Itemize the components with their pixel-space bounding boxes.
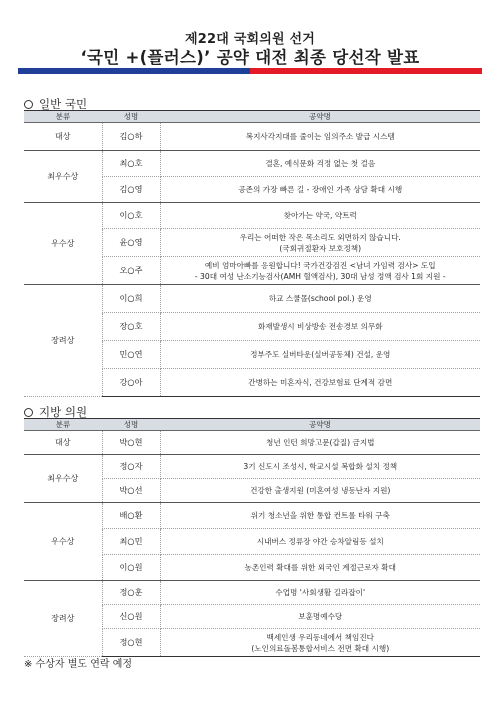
winner-name: 이○희 — [102, 285, 160, 313]
policy-title: 우리는 어떠한 작은 목소리도 외면하지 않습니다. — [239, 232, 401, 242]
winner-name: 최○민 — [102, 529, 160, 555]
winner-name: 정○훈 — [102, 581, 160, 605]
winner-name: 김○하 — [102, 123, 160, 151]
table-header-row — [24, 111, 480, 123]
winner-name: 오○주 — [102, 257, 160, 285]
table-row — [24, 285, 480, 313]
circle-bullet-icon — [24, 100, 33, 109]
policy-title: 위기 청소년을 위한 통합 컨트롤 타워 구축 — [160, 503, 480, 529]
table-row — [24, 123, 480, 151]
winner-name: 신○원 — [102, 605, 160, 629]
winner-name: 정○자 — [102, 455, 160, 479]
document-subtitle: 제22대 국회의원 선거 — [184, 32, 315, 47]
title-bar-blue — [18, 68, 250, 74]
title-bar-red — [250, 68, 482, 74]
table-row — [24, 431, 480, 455]
policy-title: 하교 스쿨몰(school pol.) 운영 — [160, 285, 480, 313]
policy-title: 시내버스 정류장 야간 승차알림등 설치 — [160, 529, 480, 555]
award-category: 대상 — [24, 431, 102, 455]
header-category: 분류 — [24, 111, 102, 123]
policy-title: 공존의 가장 빠른 길 - 장애인 가족 상담 확대 시행 — [160, 177, 480, 203]
table-row — [24, 151, 480, 177]
circle-bullet-icon — [24, 408, 33, 417]
winner-name: 정○현 — [102, 629, 160, 657]
policy-subtitle: (국회귀절환자 보호정책) — [279, 243, 362, 253]
title-underline-bar — [18, 68, 482, 74]
section-heading-label: 일반 국민 — [39, 97, 88, 111]
policy-title: 화재발생시 비상방송 전송경보 의무화 — [160, 313, 480, 341]
document-title: ‘국민 +(플러스)’ 공약 대전 최종 당선작 발표 — [80, 48, 420, 67]
table-row — [24, 503, 480, 529]
policy-title: 수업명 '사회생활 길라잡이' — [160, 581, 480, 605]
award-table-general — [24, 110, 480, 397]
header-name: 성명 — [102, 111, 160, 123]
policy-title: 결혼, 예식문화 걱정 없는 첫 걸음 — [160, 151, 480, 177]
policy-title: 간병하는 미혼자식, 건강보험료 단계적 감면 — [160, 369, 480, 397]
policy-subtitle: - 30대 여성 난소기능검사(AMH 혈액검사), 30대 남성 정액 검사 1회 지원 - — [194, 271, 446, 281]
header-category: 분류 — [24, 419, 102, 431]
header-policy: 공약명 — [160, 111, 480, 123]
section-heading-label: 지방 의원 — [39, 405, 88, 419]
winner-name: 박○선 — [102, 479, 160, 503]
winner-name: 김○영 — [102, 177, 160, 203]
winner-name: 민○연 — [102, 341, 160, 369]
winner-name: 최○호 — [102, 151, 160, 177]
policy-title: 예비 엄마아빠를 응원합니다! 국가건강검진 <남녀 가임력 검사> 도입 — [204, 260, 436, 270]
winner-name: 장○호 — [102, 313, 160, 341]
table-row — [24, 455, 480, 479]
award-category: 최우수상 — [24, 151, 102, 203]
winner-name: 박○현 — [102, 431, 160, 455]
policy-title: 청년 인턴 희망고문(갑질) 금지법 — [160, 431, 480, 455]
policy-title: 건강한 출생지원 (미혼여성 냉동난자 지원) — [160, 479, 480, 503]
footnote: ※ 수상자 별도 연락 예정 — [24, 659, 133, 670]
winner-name: 이○호 — [102, 203, 160, 229]
policy-cell — [160, 257, 480, 285]
winner-name: 이○원 — [102, 555, 160, 581]
table-header-row — [24, 419, 480, 431]
winner-name: 강○아 — [102, 369, 160, 397]
award-category: 우수상 — [24, 503, 102, 581]
policy-title: 복지사각지대를 줄이는 임의주소 발급 시스템 — [160, 123, 480, 151]
award-category: 장려상 — [24, 285, 102, 397]
policy-title: 보훈명예수당 — [160, 605, 480, 629]
award-category: 장려상 — [24, 581, 102, 657]
award-category: 최우수상 — [24, 455, 102, 503]
winner-name: 윤○영 — [102, 229, 160, 257]
header-policy: 공약명 — [160, 419, 480, 431]
policy-title: 3기 신도시 조성시, 학교시설 복합화 설치 정책 — [160, 455, 480, 479]
policy-subtitle: (노인의료돌봄통합서비스 전면 확대 시행) — [251, 643, 390, 653]
table-row — [24, 581, 480, 605]
policy-cell — [160, 629, 480, 657]
policy-title: 백세인생 우리동네에서 책임진다 — [266, 632, 375, 642]
header-name: 성명 — [102, 419, 160, 431]
award-category: 대상 — [24, 123, 102, 151]
policy-cell — [160, 229, 480, 257]
winner-name: 배○환 — [102, 503, 160, 529]
table-row — [24, 203, 480, 229]
policy-title: 농촌인력 확대를 위한 외국인 계절근로자 확대 — [160, 555, 480, 581]
award-table-local — [24, 418, 480, 657]
policy-title: 찾아가는 약국, 약트럭 — [160, 203, 480, 229]
policy-title: 정부주도 실버타운(실버공동체) 건설, 운영 — [160, 341, 480, 369]
award-category: 우수상 — [24, 203, 102, 285]
